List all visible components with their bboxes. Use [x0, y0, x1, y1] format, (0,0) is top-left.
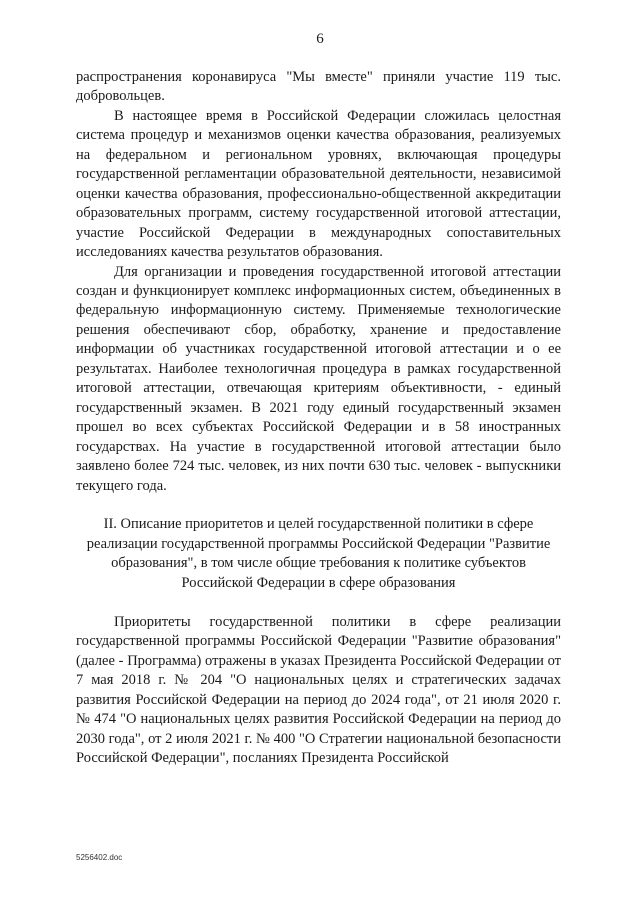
paragraph-final-attestation: Для организации и проведения государственной итоговой аттестации создан и функционирует комплекс информационных систем, объединенных в федеральную информационную систему. Применяемые технологические решения обеспечивают сбор, обработку, хранение и предоставление информации об участниках государственной итоговой аттестации и о ее результатах. Наиболее технологичная процедура в рамках государственной итоговой аттестации, отвечающая критериям объективности, - единый государственный экзамен. В 2021 году единый государственный экзамен прошел во всех субъектах Российской Федерации и в 58 иностранных государствах. На участие в государственной итоговой аттестации было заявлено более 724 тыс. человек, из них почти 630 тыс. человек - выпускники текущего года.	[76, 263, 561, 494]
document-body	[76, 68, 561, 768]
paragraph-policy-priorities: Приоритеты государственной политики в сфере реализации государственной программы Российской Федерации "Развитие образования" (далее - Программа) отражены в указах Президента Российской Федерации от 7 мая 2018 г. № 204 "О национальных целях и стратегических задачах развития Российской Федерации на период до 2024 года", от 21 июля 2020 г. № 474 "О национальных целях развития Российской Федерации на период до 2030 года", от 2 июля 2021 г. № 400 "О Стратегии национальной безопасности Российской Федерации", посланиях Президента Российской	[76, 613, 561, 766]
paragraph-volunteers: распространения коронавируса "Мы вместе" приняли участие 119 тыс. добровольцев.	[76, 69, 561, 105]
document-file-code: 5256402.doc	[76, 853, 123, 862]
page-number: 6	[316, 31, 324, 47]
paragraph-quality-assessment: В настоящее время в Российской Федерации сложилась целостная система процедур и механизмов оценки качества образования, реализуемых на федеральном и региональном уровнях, включающая процедуры государственной регламентации образовательной деятельности, независимой оценки качества образования, профессионально-общественной аккредитации образовательных программ, систему государственной итоговой аттестации, участие Российской Федерации в международных сопоставительных исследованиях качества результатов образования.	[76, 107, 561, 261]
section-heading: II. Описание приоритетов и целей государственной политики в сфере реализации государственной программы Российской Федерации "Развитие образования", в том числе общие требования к политике субъектов Российской Федерации в сфере образования	[86, 516, 551, 591]
